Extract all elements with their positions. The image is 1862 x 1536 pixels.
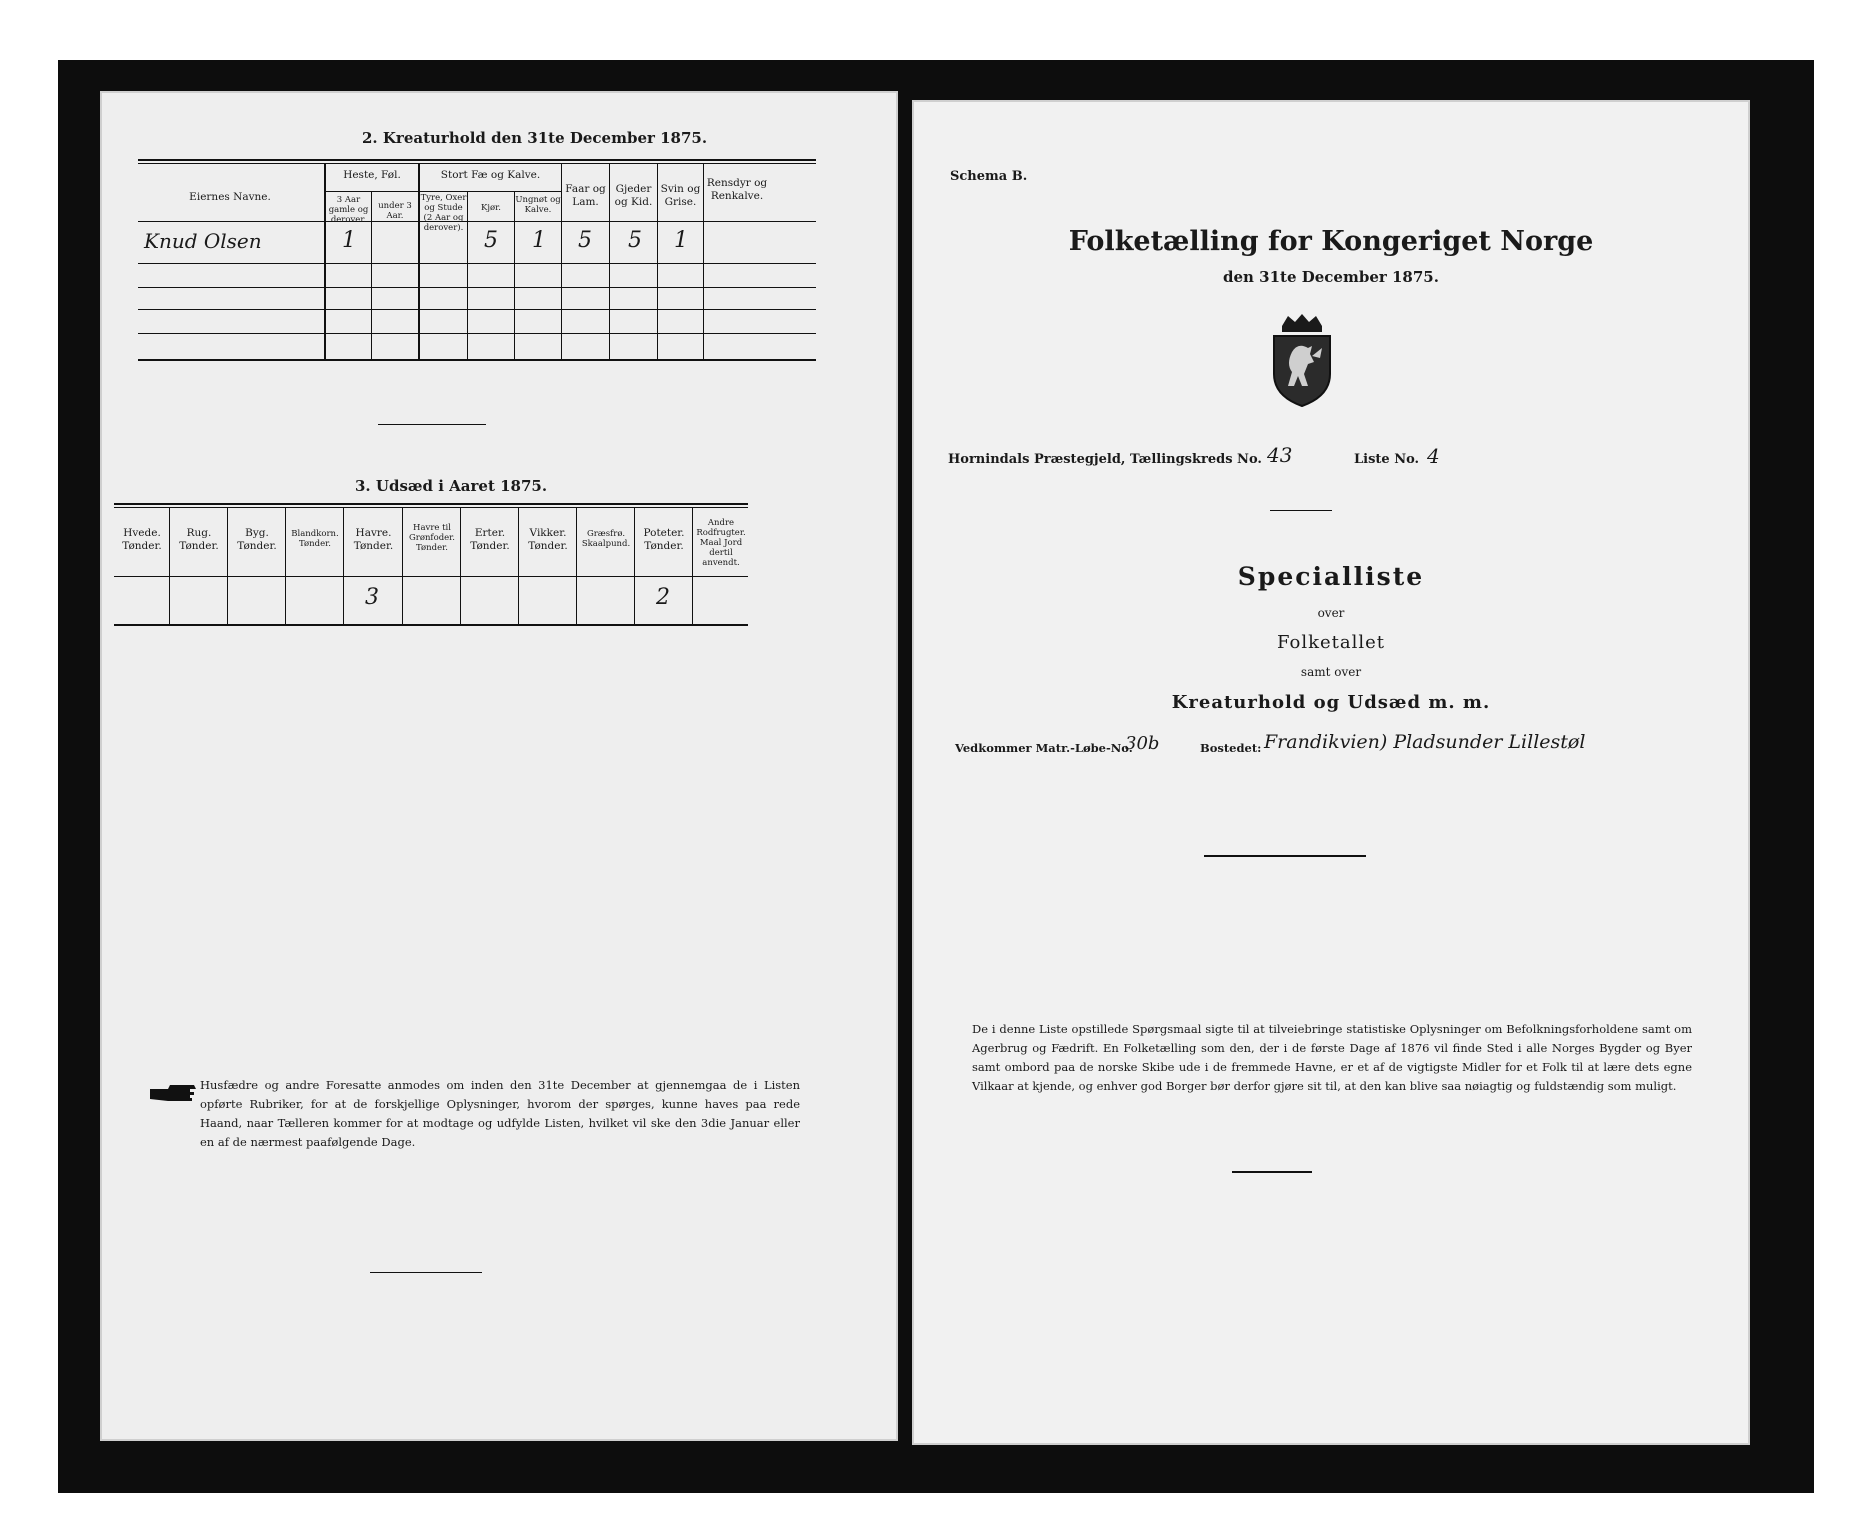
matr-no-value: 30b (1125, 733, 1160, 754)
t3-vline (343, 507, 344, 626)
coat-of-arms-icon (1268, 312, 1336, 412)
t2-top-rule (138, 159, 816, 161)
t3-vline (518, 507, 519, 626)
havre-value: 3 (365, 585, 379, 610)
faar-value: 5 (578, 228, 592, 253)
notice-text: Husfædre og andre Foresatte anmodes om inden den 31te December at gjennemgaa de i Listen opførte Rubriker, for at de forskjellige Oplysninger, hvorom der spørges, kunne haves paa rede Haand, naar Tælleren kommer for at modtage og udfylde Listen, hvilket vil ske den 3die Januar eller en af de nærmest paafølgende Dage. (200, 1078, 800, 1149)
samt-over-label: samt over (1300, 665, 1362, 679)
t2-row-rule (138, 333, 816, 334)
t2-vline (467, 191, 468, 359)
main-title: Folketælling for Kongeriget Norge (1068, 226, 1594, 257)
bottom-rule (370, 1272, 482, 1273)
col-svin-header: Svin og Grise. (660, 183, 701, 208)
owner-name: Knud Olsen (144, 229, 262, 253)
col-blandkorn-header: Blandkorn. Tønder. (291, 529, 339, 549)
special-title: Specialliste (1237, 562, 1425, 591)
footer-text: De i denne Liste opstillede Spørgsmaal sigte til at tilveiebringe statistiske Oplysninger om Befolkningsforholdene samt om Agerbrug og Fædrift. En Folketælling som den, der i de første Dage af 1876 vil finde Sted i alle Norges Bygder og Byer samt ombord paa de norske Skibe ude i de fremmede Havne, er et af de vigtigste Midler for et Folk til at lære dets egne Vilkaar at kjende, og enhver god Borger bør derfor gjøre sit til, at den kan blive saa nøiagtig og fuldstændig som muligt. (972, 1022, 1692, 1093)
bosted-label: Bostedet: (1200, 741, 1262, 755)
pointing-hand-icon (148, 1081, 198, 1109)
col-havre-header: Havre. Tønder. (353, 527, 394, 552)
section2-title: 2. Kreaturhold den 31te December 1875. (362, 129, 708, 147)
prestegjeld-label: Hornindals Præstegjeld, Tællingskreds No. (948, 452, 1262, 467)
t3-vline (576, 507, 577, 626)
t2-row-rule (138, 263, 816, 264)
left-page (100, 91, 898, 1441)
t3-top-rule (114, 503, 748, 505)
t3-top-rule-2 (114, 507, 748, 508)
short-rule (1270, 510, 1332, 511)
liste-no-value: 4 (1427, 444, 1440, 468)
t2-bottom-rule (138, 359, 816, 361)
ungnot-value: 1 (532, 228, 546, 253)
t2-vline (324, 163, 326, 361)
col-tyre-header: Tyre, Oxer og Stude (2 Aar og derover). (420, 193, 467, 233)
col-vikker-header: Vikker. Tønder. (528, 527, 568, 552)
col-rensdyr-header: Rensdyr og Renkalve. (706, 177, 768, 202)
col-byg-header: Byg. Tønder. (237, 527, 277, 552)
col-erter-header: Erter. Tønder. (470, 527, 510, 552)
matr-label: Vedkommer Matr.-Løbe-No. (955, 741, 1133, 755)
col-rug-header: Rug. Tønder. (179, 527, 219, 552)
main-date: den 31te December 1875. (1223, 268, 1439, 286)
col-hvede-header: Hvede. Tønder. (122, 527, 162, 552)
col-ungnot-header: Ungnøt og Kalve. (515, 195, 561, 215)
group-stort-header: Stort Fæ og Kalve. (440, 169, 541, 181)
col-andre-rodfrugter-header: Andre Rodfrugter. Maal Jord dertil anvendt. (696, 518, 746, 568)
t3-vline (285, 507, 286, 626)
col-faar-header: Faar og Lam. (565, 183, 606, 208)
t2-row-rule (138, 309, 816, 310)
col-kjer-header: Kjør. (481, 203, 501, 213)
t3-header-rule (114, 576, 748, 577)
col-owner-header: Eiernes Navne. (189, 191, 271, 203)
t2-vline (514, 191, 515, 359)
t2-row-rule (138, 287, 816, 288)
svin-value: 1 (674, 228, 688, 253)
mid-rule (1204, 855, 1366, 857)
liste-label: Liste No. (1354, 452, 1420, 467)
t3-vline (402, 507, 403, 626)
col-gjeder-header: Gjeder og Kid. (614, 183, 653, 208)
over-label: over (1317, 606, 1345, 620)
col-havre-gronfoder-header: Havre til Grønfoder. Tønder. (408, 523, 455, 553)
bottom-rule-right (1232, 1171, 1312, 1173)
t3-vline (634, 507, 635, 626)
col-poteter-header: Poteter. Tønder. (643, 527, 685, 552)
heste-3plus-value: 1 (342, 228, 356, 253)
poteter-value: 2 (656, 585, 670, 610)
section3-title: 3. Udsæd i Aaret 1875. (355, 477, 548, 495)
t2-stort-sub-rule (418, 191, 561, 192)
t3-vline (460, 507, 461, 626)
right-page (912, 100, 1750, 1445)
t2-header-rule (138, 221, 816, 222)
gjeder-value: 5 (628, 228, 642, 253)
bosted-value: Frandikvien) Pladsunder Lillestøl (1264, 731, 1586, 753)
kreatur-udsaed-label: Kreaturhold og Udsæd m. m. (1171, 692, 1491, 713)
col-graesfro-header: Græsfrø. Skaalpund. (581, 529, 631, 549)
separator-rule (378, 424, 486, 425)
t3-bottom-rule (114, 624, 748, 626)
t2-top-rule-2 (138, 163, 816, 164)
col-heste-under3-header: under 3 Aar. (378, 201, 412, 221)
col-heste-3plus-header: 3 Aar gamle og derover. (328, 195, 369, 225)
group-heste-header: Heste, Føl. (343, 169, 401, 181)
folketallet-label: Folketallet (1276, 632, 1386, 653)
kreds-no-value: 43 (1267, 443, 1293, 467)
t3-vline (227, 507, 228, 626)
schema-label: Schema B. (950, 169, 1028, 184)
t3-vline (169, 507, 170, 626)
t3-vline (692, 507, 693, 626)
kjer-value: 5 (484, 228, 498, 253)
